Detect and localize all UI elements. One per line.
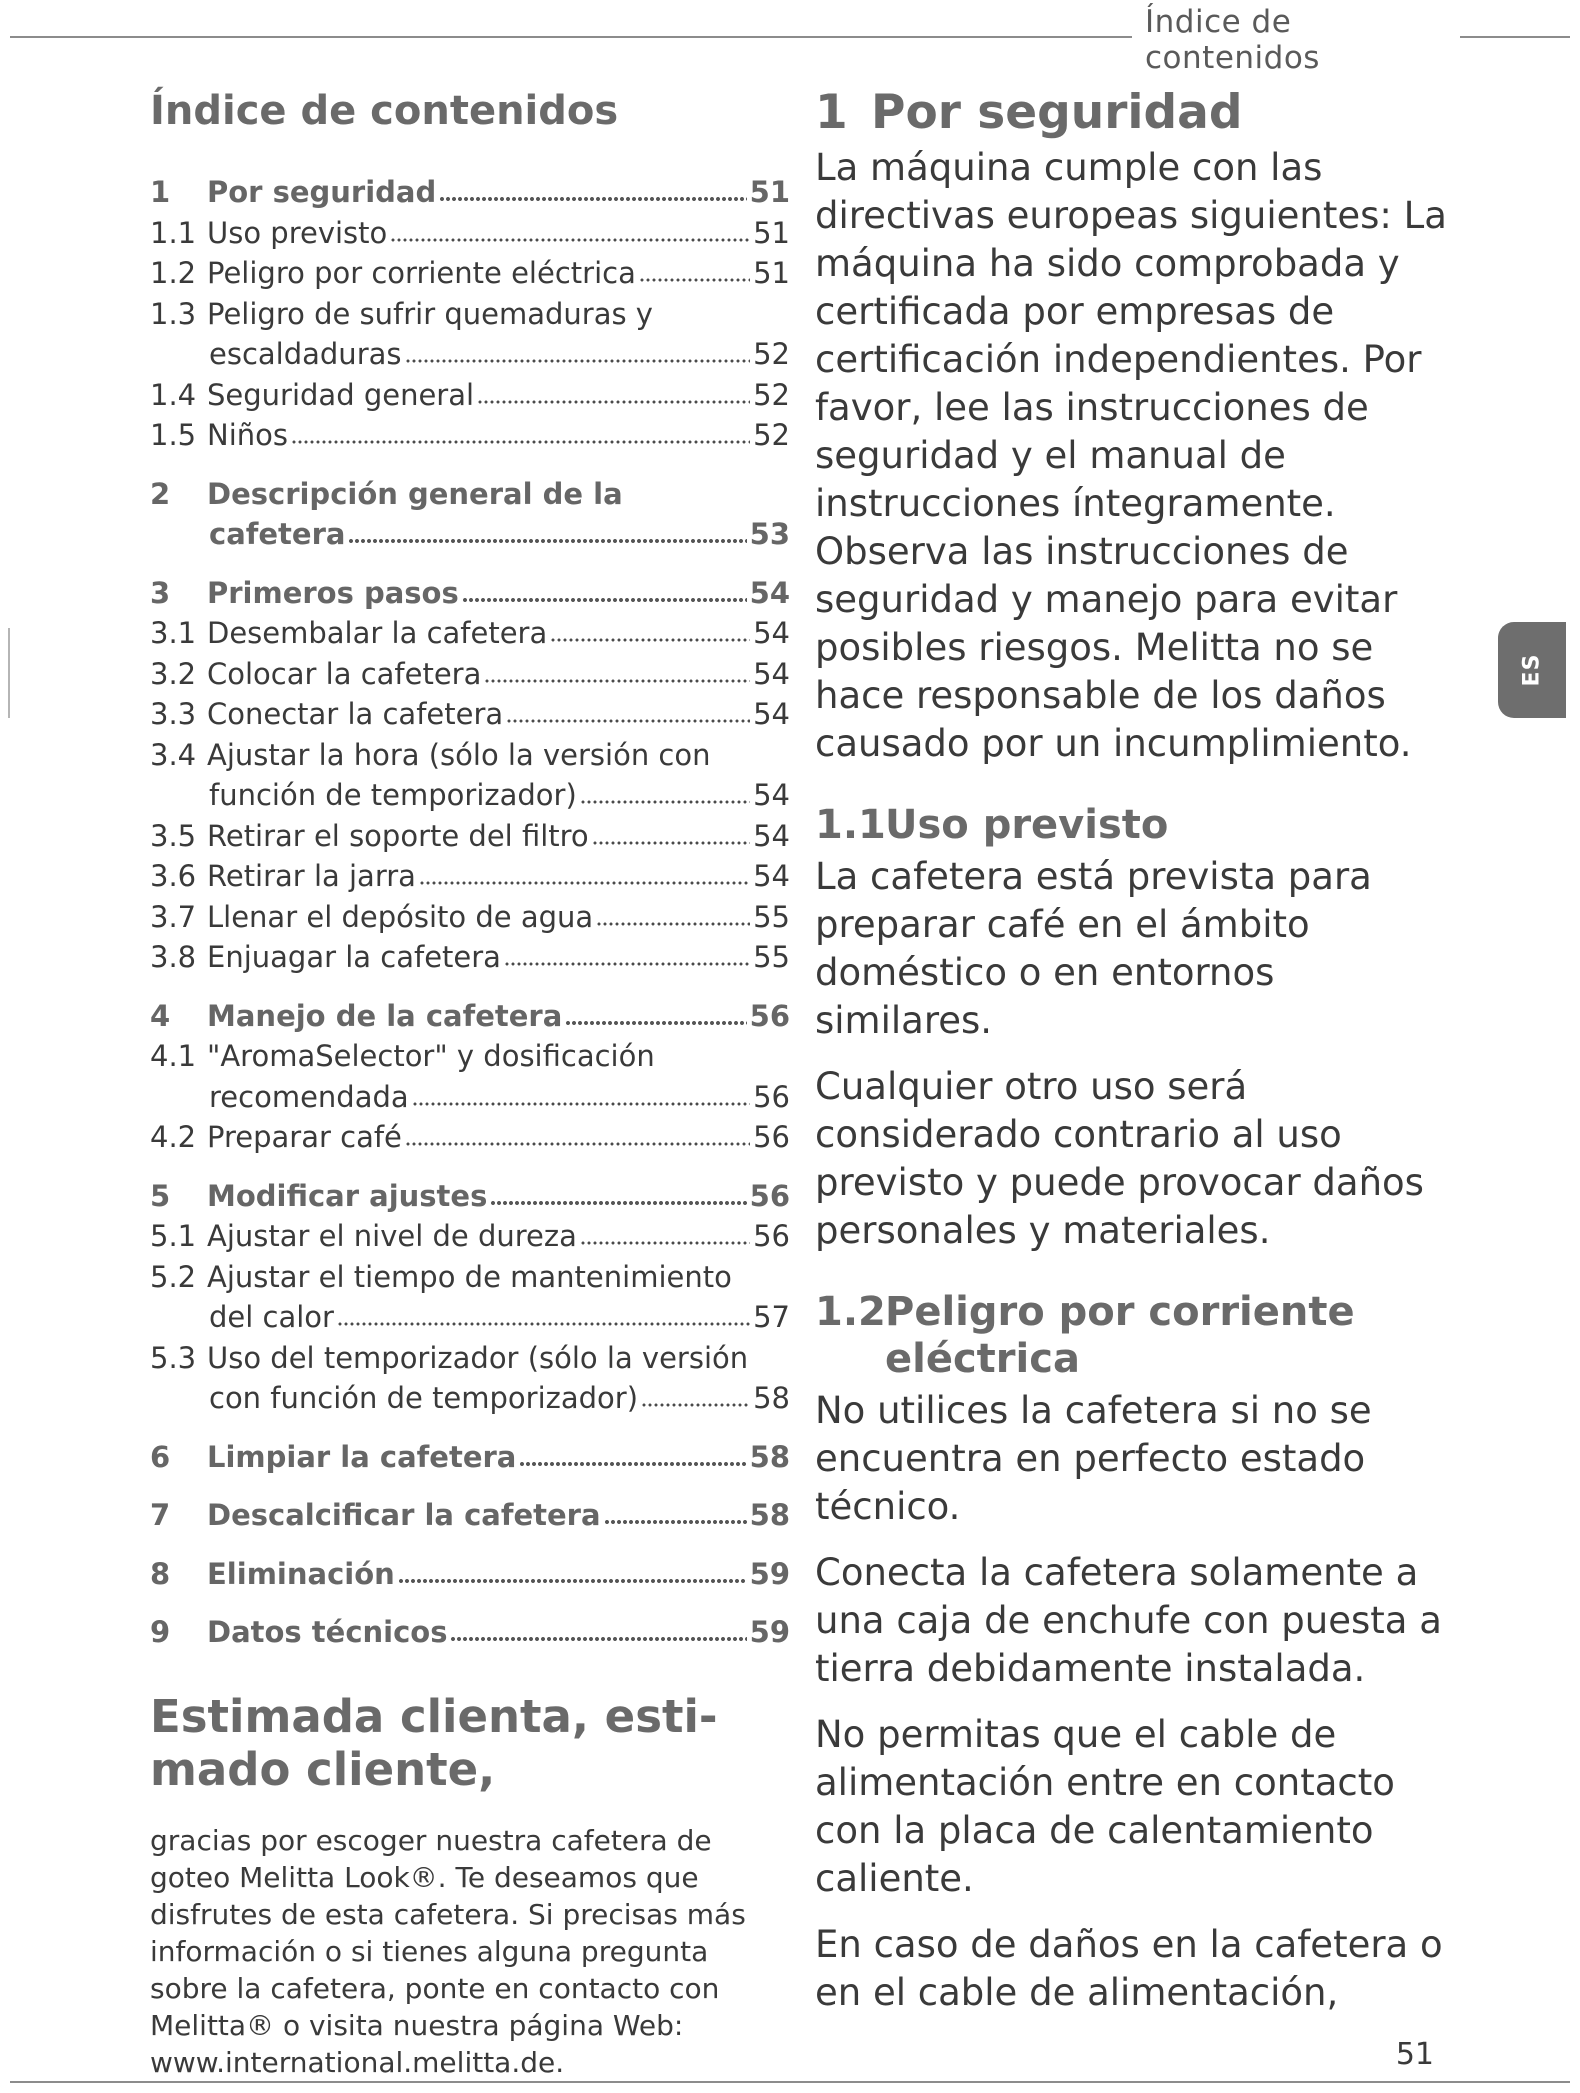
toc-leader-dots (398, 1578, 747, 1584)
greeting-section (150, 1690, 790, 2081)
toc-entry-number: 3.8 (150, 940, 197, 974)
toc-entry (150, 654, 790, 695)
toc-entry-title: Descalcificar la cafetera (207, 1498, 601, 1532)
greeting-title: Estimada clienta, esti-mado cliente, (150, 1690, 718, 1796)
toc-entry-number: 5.1 (150, 1219, 197, 1253)
toc-entry (150, 1338, 790, 1419)
toc-entry-title: Desembalar la cafetera (207, 616, 548, 650)
toc-entry (150, 573, 790, 614)
toc-entry (150, 1216, 790, 1257)
toc-entry-title: Peligro de sufrir quemaduras y (207, 296, 653, 331)
toc-entry-title: "AromaSelector" y dosificación (207, 1039, 655, 1073)
toc-entry-title: Peligro por corriente eléctrica (207, 256, 636, 290)
toc-page-number: 56 (749, 1178, 790, 1213)
toc-entry (150, 1554, 790, 1595)
toc-leader-dots (580, 799, 750, 805)
toc-leader-dots (439, 196, 746, 202)
toc-entry-title: con función de temporizador) (209, 1381, 639, 1415)
toc-leader-dots (405, 1141, 750, 1147)
toc-entry-title: Ajustar la hora (sólo la versión con (207, 737, 711, 772)
body-paragraph: No permitas que el cable de alimentación entre en contacto con la placa de calentamiento caliente. (815, 1713, 1395, 1900)
toc-page-number: 52 (753, 337, 790, 371)
toc-entry (150, 1612, 790, 1653)
toc-leader-dots (484, 678, 750, 684)
toc-entry-title: función de temporizador) (209, 778, 577, 812)
toc-entry-title: Primeros pasos (207, 575, 459, 610)
toc-leader-dots (519, 1461, 746, 1467)
toc-entry-number: 3.6 (150, 859, 197, 893)
page-number: 51 (1395, 2037, 1434, 2072)
section-title: Peligro por corriente eléctrica (885, 1289, 1355, 1382)
toc-page-number: 53 (749, 517, 790, 551)
toc-leader-dots (592, 840, 750, 846)
toc-entry-title: Ajustar el nivel de dureza (207, 1219, 577, 1253)
toc-leader-dots (504, 961, 750, 967)
body-paragraph: Conecta la cafetera solamente a una caja de enchufe con puesta a tierra debidamente instalada. (815, 1551, 1442, 1690)
toc-page-number: 52 (753, 377, 790, 412)
margin-mark (8, 628, 10, 718)
toc-entry-number: 3.4 (150, 737, 197, 772)
toc-entry (150, 415, 790, 456)
toc-entry-title: Modificar ajustes (207, 1178, 488, 1213)
toc-entry-title: Llenar el depósito de agua (207, 899, 594, 934)
header-rule (1460, 36, 1570, 38)
toc-entry-title: Uso del temporizador (sólo la versión (207, 1340, 749, 1375)
toc-page-number: 58 (749, 1498, 790, 1532)
toc-entry-number: 6 (150, 1439, 171, 1474)
toc-page-number: 56 (749, 998, 790, 1033)
toc-leader-dots (390, 237, 750, 243)
body-paragraph: No utilices la cafetera si no se encuentra en perfecto estado técnico. (815, 1389, 1372, 1528)
section-1-heading (815, 85, 1455, 140)
toc-entry-title: del calor (209, 1300, 334, 1334)
toc-entry-title: cafetera (209, 517, 346, 551)
toc-entry-title: Retirar el soporte del filtro (207, 818, 589, 853)
toc-entry-number: 1.4 (150, 377, 197, 412)
toc-page-number: 56 (753, 1079, 790, 1114)
toc-entry (150, 856, 790, 897)
toc-leader-dots (565, 1020, 746, 1026)
toc-entry-number: 5.3 (150, 1340, 197, 1375)
toc-entry-title: Manejo de la cafetera (207, 998, 563, 1033)
toc-entry (150, 694, 790, 735)
toc-leader-dots (405, 358, 751, 364)
footer-rule (10, 2081, 1570, 2083)
toc-entry (150, 613, 790, 654)
toc-page-number: 59 (749, 1556, 790, 1591)
toc-entry-title: Descripción general de la (207, 476, 623, 511)
toc-entry-title: Datos técnicos (207, 1615, 448, 1649)
toc-entry-number: 4.1 (150, 1039, 197, 1073)
right-column (815, 85, 1455, 2017)
language-tab (1498, 622, 1566, 718)
toc-entry-title: Retirar la jarra (207, 859, 416, 893)
toc-entry-number: 4.2 (150, 1120, 197, 1154)
toc-leader-dots (550, 637, 750, 643)
toc-page-number: 51 (753, 256, 790, 290)
toc-leader-dots (412, 1101, 750, 1107)
toc-entry-title: Limpiar la cafetera (207, 1439, 517, 1474)
toc-page-number: 58 (749, 1439, 790, 1474)
toc-leader-dots (291, 439, 750, 445)
toc-leader-dots (506, 718, 750, 724)
toc-entry (150, 253, 790, 294)
toc-entry (150, 1495, 790, 1536)
toc-entry (150, 1257, 790, 1338)
toc-entry-title: Preparar café (207, 1120, 402, 1154)
toc-page-number: 56 (753, 1120, 790, 1154)
section-number: 1.1 (815, 802, 886, 848)
toc-entry-title: escaldaduras (209, 337, 402, 371)
toc-page-number: 54 (753, 818, 790, 853)
toc-entry (150, 735, 790, 816)
toc-entry-title: Eliminación (207, 1556, 395, 1591)
toc-entry-title: recomendada (209, 1079, 409, 1114)
toc-leader-dots (450, 1636, 746, 1642)
toc-page-number: 54 (753, 697, 790, 731)
toc-entry (150, 375, 790, 416)
toc-entry-title: Colocar la cafetera (207, 656, 482, 691)
toc-page-number: 51 (749, 175, 790, 209)
toc-entry (150, 897, 790, 938)
body-paragraph: Cualquier otro uso será considerado contrario al uso previsto y puede provocar daños personales y materiales. (815, 1065, 1424, 1252)
toc-entry (150, 1036, 790, 1117)
body-paragraph: La cafetera está prevista para preparar café en el ámbito doméstico o en entornos similares. (815, 855, 1372, 1042)
toc-page-number: 51 (753, 215, 790, 250)
toc-entry-title: Seguridad general (207, 377, 475, 412)
toc-entry-number: 1.5 (150, 418, 197, 452)
toc-entry-title: Ajustar el tiempo de mantenimiento (207, 1259, 732, 1294)
toc-leader-dots (477, 399, 750, 405)
toc-leader-dots (604, 1519, 747, 1525)
toc-leader-dots (641, 1402, 750, 1408)
section-1-2-heading (815, 1289, 1455, 1383)
toc-entry-title: Enjuagar la cafetera (207, 940, 501, 974)
greeting-body: gracias por escoger nuestra cafetera de goteo Melitta Look®. Te deseamos que disfrutes de esta cafetera. Si precisas más información o si tienes alguna pregunta sobre la cafetera, ponte en contacto con Melitta® o visita nuestra página Web: www.international.melitta.de. (150, 1824, 746, 2079)
toc-entry (150, 213, 790, 254)
toc-entry-number: 8 (150, 1556, 171, 1591)
toc-entry-number: 1.2 (150, 256, 197, 290)
section-number: 1 (815, 85, 848, 140)
body-paragraph: En caso de daños en la cafetera o en el cable de alimentación, (815, 1923, 1443, 2014)
toc-page-number: 56 (753, 1219, 790, 1253)
toc-page-number: 54 (753, 778, 790, 812)
section-number: 1.2 (815, 1289, 886, 1335)
toc-entry-number: 3.7 (150, 899, 197, 934)
toc-entry-number: 3.5 (150, 818, 197, 853)
toc-page-number: 54 (753, 616, 790, 650)
toc-entry-number: 3.1 (150, 616, 197, 650)
toc-leader-dots (639, 277, 750, 283)
section-1-1-heading (815, 802, 1455, 849)
toc-entry-title: Uso previsto (207, 215, 388, 250)
toc-entry-number: 5.2 (150, 1259, 197, 1294)
toc-page-number: 52 (753, 418, 790, 452)
toc-leader-dots (490, 1200, 746, 1206)
toc-entry-title: Conectar la cafetera (207, 697, 504, 731)
body-paragraph: La máquina cumple con las directivas europeas siguientes: La máquina ha sido comprobada y certificada por empresas de certificación independientes. Por favor, lee las instrucciones de seguridad y el manual de instrucciones íntegramente. Observa las instrucciones de seguridad y manejo para evitar posibles riesgos. Melitta no se hace responsable de los daños causado por un incumplimiento. (815, 146, 1447, 765)
toc-entry-number: 1.3 (150, 296, 197, 331)
toc-entry (150, 1117, 790, 1158)
language-tab-label: ES (1519, 653, 1545, 687)
toc-entry (150, 937, 790, 978)
toc-entry-number: 2 (150, 476, 171, 511)
toc-leader-dots (462, 597, 747, 603)
section-title: Por seguridad (871, 85, 1243, 140)
toc-page-number: 54 (753, 859, 790, 893)
toc-entry (150, 1176, 790, 1217)
toc-leader-dots (580, 1240, 750, 1246)
toc-entry-number: 4 (150, 998, 171, 1033)
table-of-contents (150, 172, 790, 1653)
toc-page-number: 55 (753, 899, 790, 934)
toc-leader-dots (596, 921, 750, 927)
header-rule (10, 36, 1132, 38)
toc-entry (150, 1437, 790, 1478)
toc-leader-dots (348, 538, 746, 544)
running-header: Índice de contenidos (1145, 4, 1320, 76)
toc-entry-title: Por seguridad (207, 175, 437, 209)
toc-page-number: 59 (749, 1615, 790, 1649)
toc-page-number: 55 (753, 940, 790, 974)
toc-leader-dots (419, 880, 750, 886)
toc-entry-number: 3.2 (150, 656, 197, 691)
toc-entry-title: Niños (207, 418, 288, 452)
toc-entry (150, 816, 790, 857)
toc-title: Índice de contenidos (150, 88, 619, 134)
toc-entry-number: 1.1 (150, 215, 197, 250)
toc-page-number: 54 (749, 575, 790, 610)
toc-entry-number: 1 (150, 175, 171, 209)
toc-page-number: 58 (753, 1381, 790, 1415)
toc-entry-number: 5 (150, 1178, 171, 1213)
toc-entry-number: 3 (150, 575, 171, 610)
toc-entry (150, 474, 790, 555)
toc-entry (150, 172, 790, 213)
toc-leader-dots (337, 1321, 750, 1327)
section-title: Uso previsto (885, 802, 1169, 848)
toc-entry-number: 9 (150, 1615, 171, 1649)
toc-page-number: 57 (753, 1300, 790, 1334)
toc-entry (150, 996, 790, 1037)
toc-entry-number: 3.3 (150, 697, 197, 731)
toc-entry-number: 7 (150, 1498, 171, 1532)
toc-page-number: 54 (753, 656, 790, 691)
toc-entry (150, 294, 790, 375)
